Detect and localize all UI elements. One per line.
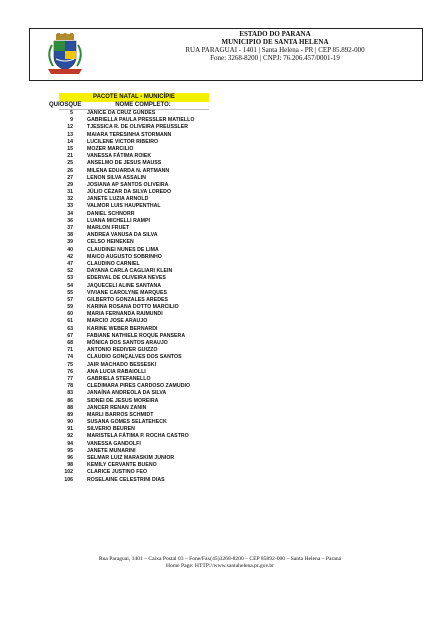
- kiosk-number: 13: [67, 131, 73, 138]
- recipient-name: JAQUECELI ALINE SANTANA: [87, 282, 162, 289]
- recipient-name: SUSANA GOMES SELATEHECK: [87, 419, 167, 426]
- recipient-name: MAICO AUGUSTO SOBRINHO: [87, 253, 162, 260]
- page-footer: [20, 556, 420, 570]
- table-row: [59, 347, 209, 354]
- table-row: [59, 362, 209, 369]
- recipient-name: CLAUDIO GONÇALVES DOS SANTOS: [87, 354, 182, 361]
- table-row: [59, 225, 209, 232]
- table-row: [59, 218, 209, 225]
- municipality-name: MUNICIPIO DE SANTA HELENA: [221, 38, 329, 46]
- table-row: [59, 182, 209, 189]
- kiosk-number: 52: [67, 268, 73, 275]
- table-row: [59, 398, 209, 405]
- kiosk-number: 90: [67, 419, 73, 426]
- table-row: [59, 247, 209, 254]
- recipient-name: EDERVAL DE OLIVEIRA NEVES: [87, 275, 166, 282]
- table-row: [59, 124, 209, 131]
- recipient-name: VALMOR LUIS HAUPENTHAL: [87, 203, 161, 210]
- recipient-name: CLARICE JUSTINO FEO: [87, 469, 148, 476]
- kiosk-number: 55: [67, 289, 73, 296]
- table-row: [59, 326, 209, 333]
- table-row: [59, 261, 209, 268]
- recipient-name: MAIARA TERESINHA STORMANN: [87, 131, 172, 138]
- recipient-name: SIDNEI DE JESUS MOREIRA: [87, 397, 159, 404]
- recipient-name: ANSELMO DE JESUS MAUSS: [87, 160, 162, 167]
- table-row: [59, 254, 209, 261]
- table-row: [59, 376, 209, 383]
- kiosk-number: 37: [67, 225, 73, 231]
- recipient-name: LENON SILVA ASSALIN: [87, 174, 146, 181]
- table-row: [59, 268, 209, 275]
- recipient-name: MARLI BARROS SCHMIDT: [87, 411, 154, 418]
- kiosk-number: 54: [67, 282, 73, 289]
- recipient-name: TJESSICA R. DE OLIVEIRA PREUSSLER: [87, 124, 188, 131]
- recipient-name: KARINE WEBER BERNARDI: [87, 325, 158, 332]
- kiosk-number: 94: [67, 440, 73, 447]
- kiosk-number: 33: [67, 203, 73, 210]
- kiosk-number: 31: [67, 189, 73, 196]
- recipient-name: ANA LUCIA RABAIOLLI: [87, 368, 146, 375]
- table-row: [59, 318, 209, 325]
- kiosk-number: 88: [67, 404, 73, 411]
- column-name: NOME COMPLETO:: [115, 102, 171, 108]
- recipient-name: VANESSA GANDOLFI: [87, 440, 141, 447]
- kiosk-number: 9: [70, 117, 73, 124]
- kiosk-number: 60: [67, 311, 73, 318]
- kiosk-number: 63: [67, 325, 73, 332]
- table-row: [59, 441, 209, 448]
- recipient-name: MARIA FERNANDA RAIMUNDI: [87, 311, 163, 318]
- table-row: [59, 211, 209, 218]
- kiosk-number: 57: [67, 296, 73, 303]
- recipient-name: CLAUDINO CARNIEL: [87, 260, 140, 267]
- table-row: [59, 311, 209, 318]
- recipient-name: MARLON FRUET: [87, 225, 130, 231]
- table-row: [59, 333, 209, 340]
- recipient-name: SILVERIO BEUREN: [87, 426, 135, 433]
- kiosk-number: 96: [67, 455, 73, 461]
- recipient-name: JAIR MACHADO BESSESKI: [87, 361, 157, 368]
- recipient-name: KARINA ROSANA DOTTO MARCILIO: [87, 304, 179, 311]
- table-row: [59, 232, 209, 239]
- recipient-name: GABRIELA STEFANELLO: [87, 375, 151, 382]
- kiosk-number: 74: [67, 354, 73, 361]
- kiosk-number: 38: [67, 232, 73, 239]
- column-headers: [49, 102, 209, 110]
- table-row: [59, 477, 209, 484]
- kiosk-number: 61: [67, 318, 73, 325]
- table-row: [59, 304, 209, 311]
- table-row: [59, 340, 209, 347]
- list-title: PACOTE NATAL - MUNICÍPIE: [59, 93, 209, 102]
- kiosk-number: 98: [67, 462, 73, 469]
- kiosk-number: 40: [67, 246, 73, 253]
- address-line: RUA PARAGUAI - 1401 | Santa Helena - PR | CEP 85.892-000: [185, 46, 365, 54]
- kiosk-number: 14: [67, 138, 73, 145]
- footer-homepage: Home Page: HTTP://www.santahelena.pr.gov.br: [165, 563, 275, 569]
- table-row: [59, 390, 209, 397]
- recipient-name: VANESSA FÁTIMA ROIEK: [87, 153, 152, 160]
- coat-of-arms-icon: [42, 33, 88, 77]
- recipient-name: KEMILY CERVANTE BUENO: [87, 462, 157, 469]
- kiosk-number: 25: [67, 160, 73, 167]
- kiosk-number: 68: [67, 340, 73, 346]
- recipient-name: ANTONIO REDIVER GUIZZO: [87, 347, 158, 354]
- kiosk-number: 86: [67, 397, 73, 404]
- recipient-name: LUCILENE VICTOR RIBEIRO: [87, 138, 159, 145]
- recipient-name: GILBERTO GONZALES AREDES: [87, 296, 169, 303]
- table-row: [59, 469, 209, 476]
- contact-line: Fone: 3268-8200 | CNPJ: 76.206.457/0001-19: [210, 54, 340, 62]
- letterhead: [29, 28, 423, 81]
- kiosk-number: 59: [67, 304, 73, 311]
- recipient-name: LUANA MICHELLI RAMPI: [87, 217, 151, 224]
- kiosk-number: 34: [67, 210, 73, 217]
- footer-address: Rua Paraguai, 1401 – Caixa Postal 03 – Fone/Fax(45)3268-8200 – CEP 85892-000 – Santa Helena – Paraná: [98, 556, 342, 562]
- table-row: [59, 433, 209, 440]
- recipient-name: VIVIANE CAROLYNE MARQUES: [87, 289, 167, 296]
- recipient-name: CLEDIMARA PIRES CARDOSO ZAMUDIO: [87, 383, 191, 390]
- table-row: [59, 283, 209, 290]
- recipient-name: JANETE MUNARINI: [87, 447, 136, 454]
- kiosk-number: 26: [67, 167, 73, 174]
- recipient-list: [49, 93, 209, 484]
- recipient-name: MÔNICA DOS SANTOS ARAUJO: [87, 340, 168, 346]
- kiosk-number: 71: [67, 347, 73, 354]
- recipient-name: MILENA EDUARDA N. ARTMANN: [87, 167, 170, 174]
- kiosk-number: 102: [64, 469, 73, 476]
- recipient-name: DANIEL SCHNORR: [87, 210, 135, 217]
- kiosk-number: 92: [67, 433, 73, 440]
- table-row: [59, 196, 209, 203]
- recipient-name: ANDREA VANUSA DA SILVA: [87, 232, 158, 239]
- kiosk-number: 76: [67, 368, 73, 375]
- list-rows: [59, 110, 209, 484]
- kiosk-number: 89: [67, 411, 73, 418]
- table-row: [59, 455, 209, 462]
- table-row: [59, 462, 209, 469]
- kiosk-number: 36: [67, 217, 73, 224]
- column-kiosk: QUIOSQUE: [49, 102, 82, 108]
- kiosk-number: 83: [67, 390, 73, 397]
- table-row: [59, 139, 209, 146]
- recipient-name: SELMAR LUIZ MARASKIM JUNIOR: [87, 455, 175, 461]
- kiosk-number: 91: [67, 426, 73, 433]
- table-row: [59, 412, 209, 419]
- kiosk-number: 21: [67, 153, 73, 160]
- kiosk-number: 75: [67, 361, 73, 368]
- table-row: [59, 175, 209, 182]
- recipient-name: MARISTELA FÁTIMA P. ROCHA CASTRO: [87, 433, 189, 440]
- kiosk-number: 29: [67, 181, 73, 188]
- kiosk-number: 95: [67, 447, 73, 454]
- recipient-name: JANCER RENAN ZANIN: [87, 404, 147, 411]
- table-row: [59, 168, 209, 175]
- recipient-name: JANICE DA CRUZ GUNDES: [87, 110, 156, 116]
- table-row: [59, 117, 209, 124]
- state-name: ESTADO DO PARANA: [239, 30, 311, 38]
- table-row: [59, 153, 209, 160]
- table-row: [59, 448, 209, 455]
- kiosk-number: 32: [67, 196, 73, 203]
- kiosk-number: 53: [67, 275, 73, 282]
- recipient-name: JÚLIO CÉZAR DA SILVA LOREDO: [87, 189, 172, 196]
- recipient-name: ROSELAINE CELESTRINI DIAS: [87, 476, 165, 483]
- kiosk-number: 42: [67, 253, 73, 260]
- table-row: [59, 419, 209, 426]
- recipient-name: CELSO HEINEKEN: [87, 239, 134, 246]
- recipient-name: MOZER MARCILIO: [87, 145, 134, 152]
- table-row: [59, 275, 209, 282]
- kiosk-number: 15: [67, 145, 73, 152]
- table-row: [59, 189, 209, 196]
- kiosk-number: 77: [67, 375, 73, 382]
- table-row: [59, 405, 209, 412]
- table-row: [59, 203, 209, 210]
- kiosk-number: 67: [67, 332, 73, 339]
- kiosk-number: 27: [67, 174, 73, 181]
- recipient-name: FABIANE NATHIELE ROQUE PANSERA: [87, 332, 186, 339]
- table-row: [59, 110, 209, 117]
- table-row: [59, 239, 209, 246]
- kiosk-number: 5: [70, 110, 73, 116]
- table-row: [59, 132, 209, 139]
- recipient-name: JANETE LUZIA ARNOLD: [87, 196, 149, 203]
- recipient-name: MARCIO JOSE ARAUJO: [87, 318, 148, 325]
- kiosk-number: 12: [67, 124, 73, 131]
- recipient-name: DAYANA CARLA CAGLIARI KLEIN: [87, 268, 173, 275]
- recipient-name: JOSIANA AP SANTOS OLIVEIRA: [87, 181, 169, 188]
- table-row: [59, 297, 209, 304]
- kiosk-number: 47: [67, 260, 73, 267]
- table-row: [59, 290, 209, 297]
- recipient-name: CLAUDINEI NUNES DE LIMA: [87, 246, 159, 253]
- kiosk-number: 106: [64, 476, 73, 483]
- recipient-name: JANAÍNA ANDREOLA DA SILVA: [87, 390, 167, 397]
- table-row: [59, 354, 209, 361]
- kiosk-number: 39: [67, 239, 73, 246]
- table-row: [59, 369, 209, 376]
- kiosk-number: 78: [67, 383, 73, 390]
- table-row: [59, 160, 209, 167]
- recipient-name: GABRIELLA PAULA PRESSLER MATIELLO: [87, 117, 195, 124]
